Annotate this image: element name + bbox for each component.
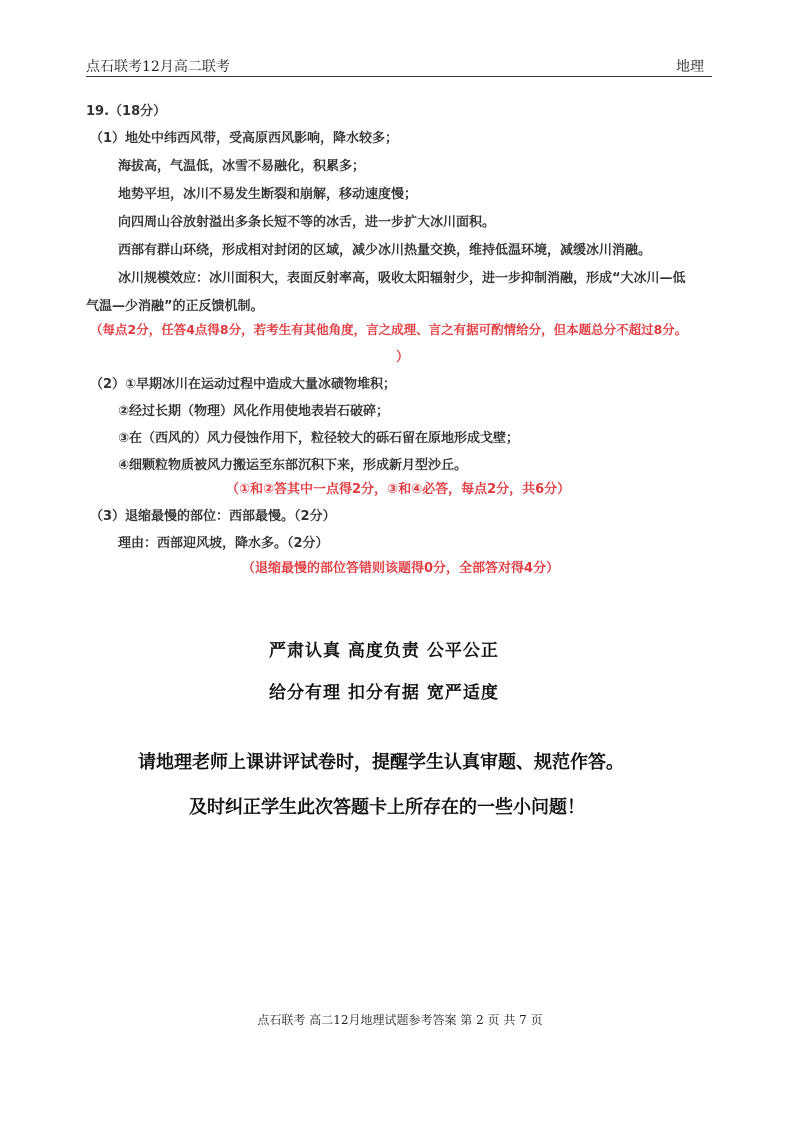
part2-line: ②经过长期（物理）风化作用使地表岩石破碎； [118,404,390,419]
part1-scoring-note-end: ） [396,350,410,365]
part1-line: 向四周山谷放射溢出多条长短不等的冰舌，进一步扩大冰川面积。 [118,215,496,230]
part2-scoring-note: （①和②答其中一点得2分，③和④必答，每点2分，共6分） [226,482,571,497]
page-header [86,56,712,77]
part1-line: 气温—少消融”的正反馈机制。 [86,299,264,314]
part3-line: （3）退缩最慢的部位：西部最慢。（2分） [90,509,336,524]
part1-line: 冰川规模效应：冰川面积大，表面反射率高，吸收太阳辐射少，进一步抑制消融，形成“大冰川—低 [118,271,686,286]
page-footer: 点石联考 高二12月地理试题参考答案 第 2 页 共 7 页 [257,1013,543,1027]
header-subject: 地理 [676,59,704,75]
grading-motto-line1: 严肃认真 高度负责 公平公正 [269,641,499,661]
header-exam-name: 点石联考12月高二联考 [86,59,230,75]
part1-line: 西部有群山环绕，形成相对封闭的区域，减少冰川热量交换，维持低温环境，减缓冰川消融。 [118,243,652,258]
part1-line: 地势平坦，冰川不易发生断裂和崩解，移动速度慢； [118,187,418,202]
teacher-notice-line2: 及时纠正学生此次答题卡上所存在的一些小问题！ [189,797,585,818]
part1-line: 海拔高，气温低，冰雪不易融化，积累多； [118,159,366,174]
grading-motto-line2: 给分有理 扣分有据 宽严适度 [269,683,499,703]
part1-line: （1）地处中纬西风带，受高原西风影响，降水较多； [90,131,399,146]
part2-line: ③在（西风的）风力侵蚀作用下，粒径较大的砾石留在原地形成戈壁； [118,431,520,446]
part2-line: ④细颗粒物质被风力搬运至东部沉积下来，形成新月型沙丘。 [118,458,468,473]
part3-line: 理由：西部迎风坡，降水多。（2分） [118,536,329,551]
question-title: 19.（18分） [86,104,167,119]
part2-line: （2）①早期冰川在运动过程中造成大量冰碛物堆积； [90,377,397,392]
teacher-notice-line1: 请地理老师上课讲评试卷时，提醒学生认真审题、规范作答。 [138,752,624,773]
part1-scoring-note: （每点2分，任答4点得8分，若考生有其他角度，言之成理、言之有据可酌情给分，但本题总分不超过8分。 [90,322,688,337]
part3-scoring-note: （退缩最慢的部位答错则该题得0分，全部答对得4分） [242,561,560,576]
